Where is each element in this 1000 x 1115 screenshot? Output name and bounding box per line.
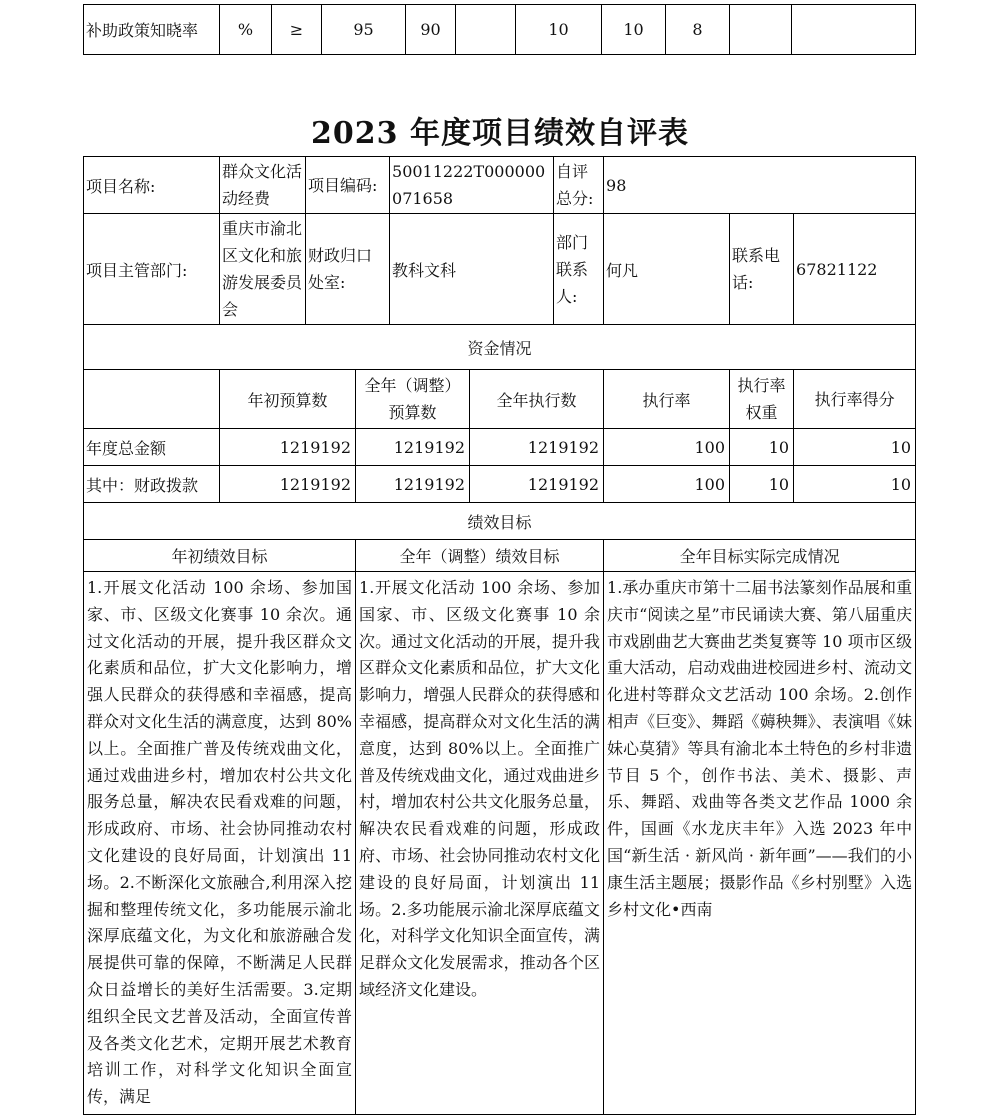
indicator-name: 补助政策知晓率	[84, 5, 220, 55]
score-label: 自评总分:	[554, 157, 604, 214]
funds-cell: 1219192	[220, 429, 356, 466]
table-row	[84, 5, 916, 55]
funds-cell: 1219192	[470, 429, 604, 466]
indicator-unit: %	[220, 5, 272, 55]
funds-header-weight: 执行率权重	[730, 370, 794, 429]
project-name-label: 项目名称:	[84, 157, 220, 214]
indicator-empty-2	[730, 5, 792, 55]
indicator-score: 8	[666, 5, 730, 55]
funds-cell: 10	[794, 466, 916, 503]
indicator-target: 95	[322, 5, 406, 55]
funds-row-label: 年度总金额	[84, 429, 220, 466]
goals-header-adjusted: 全年（调整）绩效目标	[356, 540, 604, 572]
funds-header-rate: 执行率	[604, 370, 730, 429]
funds-cell: 100	[604, 429, 730, 466]
funds-cell: 1219192	[470, 466, 604, 503]
indicator-table	[83, 4, 916, 55]
goals-header-initial: 年初绩效目标	[84, 540, 356, 572]
funds-cell: 10	[794, 429, 916, 466]
funds-cell: 10	[730, 466, 794, 503]
goals-adjusted-text: 1.开展文化活动 100 余场、参加国家、市、区级文化赛事 10 余次。通过文化活动的开展，提升我区群众文化素质和品位，扩大文化影响力，增强人民群众的获得感和幸福感，提高群众对文化生活的满意度，达到 80%以上。全面推广普及传统戏曲文化，通过戏曲进乡村，增加农村公共文化服务总量，解决农民看戏难的问题，形成政府、市场、社会协同推动农村文化建设的良好局面，计划演出 11 场。2.多功能展示渝北深厚底蕴文化，对科学文化知识全面宣传，满足群众文化发展需求，推动各个区域经济文化建设。	[356, 572, 604, 1115]
funds-row-label: 其中：财政拨款	[84, 466, 220, 503]
funds-cell: 10	[730, 429, 794, 466]
indicator-operator: ≥	[272, 5, 322, 55]
funds-cell: 100	[604, 466, 730, 503]
funds-section-title: 资金情况	[84, 325, 916, 370]
table-row	[84, 429, 916, 466]
table-row	[84, 540, 916, 572]
page-title: 2023 年度项目绩效自评表	[311, 116, 689, 151]
score-value: 98	[604, 157, 916, 214]
table-row	[84, 466, 916, 503]
funds-cell: 1219192	[356, 466, 470, 503]
table-row	[84, 214, 916, 325]
indicator-actual: 90	[406, 5, 456, 55]
dept-label: 项目主管部门:	[84, 214, 220, 325]
table-row	[84, 503, 916, 540]
goals-header-actual: 全年目标实际完成情况	[604, 540, 916, 572]
funds-header-executed: 全年执行数	[470, 370, 604, 429]
indicator-weight: 10	[516, 5, 602, 55]
project-code-value: 50011222T000000071658	[390, 157, 554, 214]
funds-header-initial: 年初预算数	[220, 370, 356, 429]
table-row	[84, 325, 916, 370]
goals-initial-text: 1.开展文化活动 100 余场、参加国家、市、区级文化赛事 10 余次。通过文化活动的开展，提升我区群众文化素质和品位，扩大文化影响力，增强人民群众的获得感和幸福感，提高群众对文化生活的满意度，达到 80%以上。全面推广普及传统戏曲文化，通过戏曲进乡村，增加农村公共文化服务总量，解决农民看戏难的问题，形成政府、市场、社会协同推动农村文化建设的良好局面，计划演出 11 场。2.不断深化文旅融合,利用深入挖掘和整理传统文化，多功能展示渝北深厚底蕴文化，为文化和旅游融合发展提供可靠的保障，不断满足人民群众日益增长的美好生活需要。3.定期组织全民文艺普及活动，全面宣传普及各类文化艺术，定期开展艺术教育培训工作，对科学文化知识全面宣传，满足	[84, 572, 356, 1115]
contact-label: 部门联系人:	[554, 214, 604, 325]
project-name-value: 群众文化活动经费	[220, 157, 306, 214]
funds-cell: 1219192	[356, 429, 470, 466]
finance-label: 财政归口处室:	[306, 214, 390, 325]
dept-value: 重庆市渝北区文化和旅游发展委员会	[220, 214, 306, 325]
project-code-label: 项目编码:	[306, 157, 390, 214]
indicator-empty-3	[792, 5, 916, 55]
goals-section-title: 绩效目标	[84, 503, 916, 540]
indicator-weight-2: 10	[602, 5, 666, 55]
goals-actual-text: 1.承办重庆市第十二届书法篆刻作品展和重庆市“阅读之星”市民诵读大赛、第八届重庆市戏剧曲艺大赛曲艺类复赛等 10 项市区级重大活动，启动戏曲进校园进乡村、流动文化进村等群众文艺活动 100 余场。2.创作相声《巨变》、舞蹈《薅秧舞》、表演唱《妹妹心莫猜》等具有渝北本土特色的乡村非遗节目 5 个，创作书法、美术、摄影、声乐、舞蹈、戏曲等各类文艺作品 1000 余件，国画《水龙庆丰年》入选 2023 年中国“新生活 · 新风尚 · 新年画”——我们的小康生活主题展；摄影作品《乡村别墅》入选乡村文化•西南	[604, 572, 916, 1115]
table-row	[84, 370, 916, 429]
evaluation-table	[83, 156, 916, 1115]
finance-value: 教科文科	[390, 214, 554, 325]
table-row	[84, 157, 916, 214]
funds-header-blank	[84, 370, 220, 429]
funds-header-score: 执行率得分	[794, 370, 916, 429]
indicator-empty	[456, 5, 516, 55]
funds-header-adjusted: 全年（调整）预算数	[356, 370, 470, 429]
phone-label: 联系电话:	[730, 214, 794, 325]
funds-cell: 1219192	[220, 466, 356, 503]
contact-value: 何凡	[604, 214, 730, 325]
table-row	[84, 572, 916, 1115]
phone-value: 67821122	[794, 214, 916, 325]
